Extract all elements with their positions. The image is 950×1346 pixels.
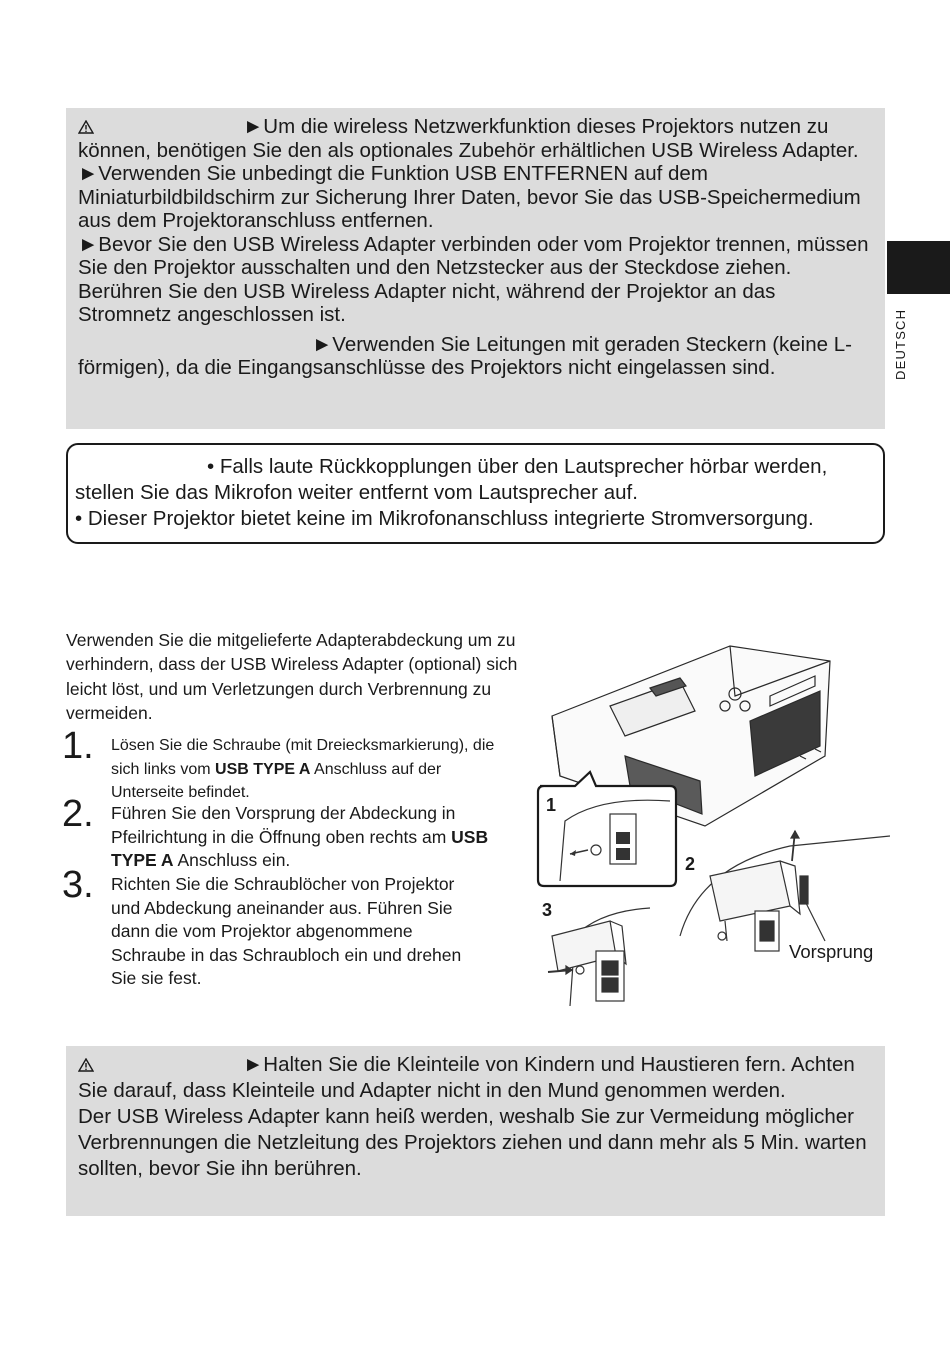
detail-2-drawing (680, 831, 890, 951)
step-text: Lösen Sie die Schraube (mit Dreiecksmarkierung), die sich links vom USB TYPE A Anschluss auf der Unterseite befindet. (111, 737, 495, 801)
caution-paragraph-1: ►Um die wireless Netzwerkfunktion dieses Projektors nutzen zu können, benötigen Sie den als optionales Zubehör erhältlichen USB Wireless Adapter. (78, 115, 859, 162)
note-line-1: • Falls laute Rückkopplungen über den Lautsprecher hörbar werden, stellen Sie das Mikrofon weiter entfernt vom Lautsprecher auf. (75, 455, 828, 504)
callout-2: 2 (685, 854, 696, 874)
detail-3-drawing (548, 908, 650, 1006)
caution-bottom-line-2: Der USB Wireless Adapter kann heiß werden, weshalb Sie zur Vermeidung möglicher Verbrennungen die Netzleitung des Projektors ziehen und dann mehr als 5 Min. warten sollten, bevor Sie ihn berühren. (78, 1105, 867, 1180)
step-number: 3. (62, 864, 94, 906)
caution-box-bottom (66, 1046, 885, 1216)
caution-paragraph-4: ►Verwenden Sie Leitungen mit geraden Steckern (keine L-förmigen), da die Eingangsanschlüsse des Projektors nicht eingelassen sind. (78, 332, 852, 379)
intro-paragraph: Verwenden Sie die mitgelieferte Adapterabdeckung um zu verhindern, dass der USB Wireless Adapter (optional) sich leicht löst, und um Verletzungen durch Verbrennung zu vermeiden. (66, 630, 518, 723)
language-tab-label: DEUTSCH (893, 308, 908, 380)
step-text: Richten Sie die Schraublöcher von Projektor und Abdeckung aneinander aus. Führen Sie dann die vom Projektor abgenommene Schraube in das Schraubloch ein und drehen Sie sie fest. (111, 874, 462, 988)
caution-bottom-line-1: ►Halten Sie die Kleinteile von Kindern und Haustieren fern. Achten Sie darauf, dass Kleinteile und Adapter nicht in den Mund genommen werden. (78, 1053, 855, 1102)
callout-1: 1 (546, 795, 557, 815)
callout-3: 3 (542, 900, 553, 920)
step-text: Führen Sie den Vorsprung der Abdeckung in Pfeilrichtung in die Öffnung oben rechts am USB TYPE A Anschluss ein. (111, 803, 489, 870)
caution-box-top (66, 108, 885, 429)
note-box (66, 443, 885, 544)
step-number: 1. (62, 725, 94, 767)
caution-paragraph-3: ►Bevor Sie den USB Wireless Adapter verbinden oder vom Projektor trennen, müssen Sie den Projektor ausschalten und den Netzstecker aus der Steckdose ziehen. Berühren Sie den USB Wireless Adapter nicht, während der Projektor an das Stromnetz angeschlossen ist. (78, 232, 869, 326)
warning-triangle-icon (78, 1058, 94, 1072)
detail-1-inset (538, 772, 676, 886)
vorsprung-label: Vorsprung (789, 941, 874, 962)
warning-triangle-icon (78, 120, 94, 134)
note-line-2: • Dieser Projektor bietet keine im Mikrofonanschluss integrierte Stromversorgung. (75, 507, 814, 530)
language-tab-marker (887, 241, 950, 294)
step-number: 2. (62, 793, 94, 835)
caution-paragraph-2: ►Verwenden Sie unbedingt die Funktion USB ENTFERNEN auf dem Miniaturbildbildschirm zur Sicherung Ihrer Daten, bevor Sie das USB-Speichermedium aus dem Projektoranschluss entfernen. (78, 162, 861, 232)
